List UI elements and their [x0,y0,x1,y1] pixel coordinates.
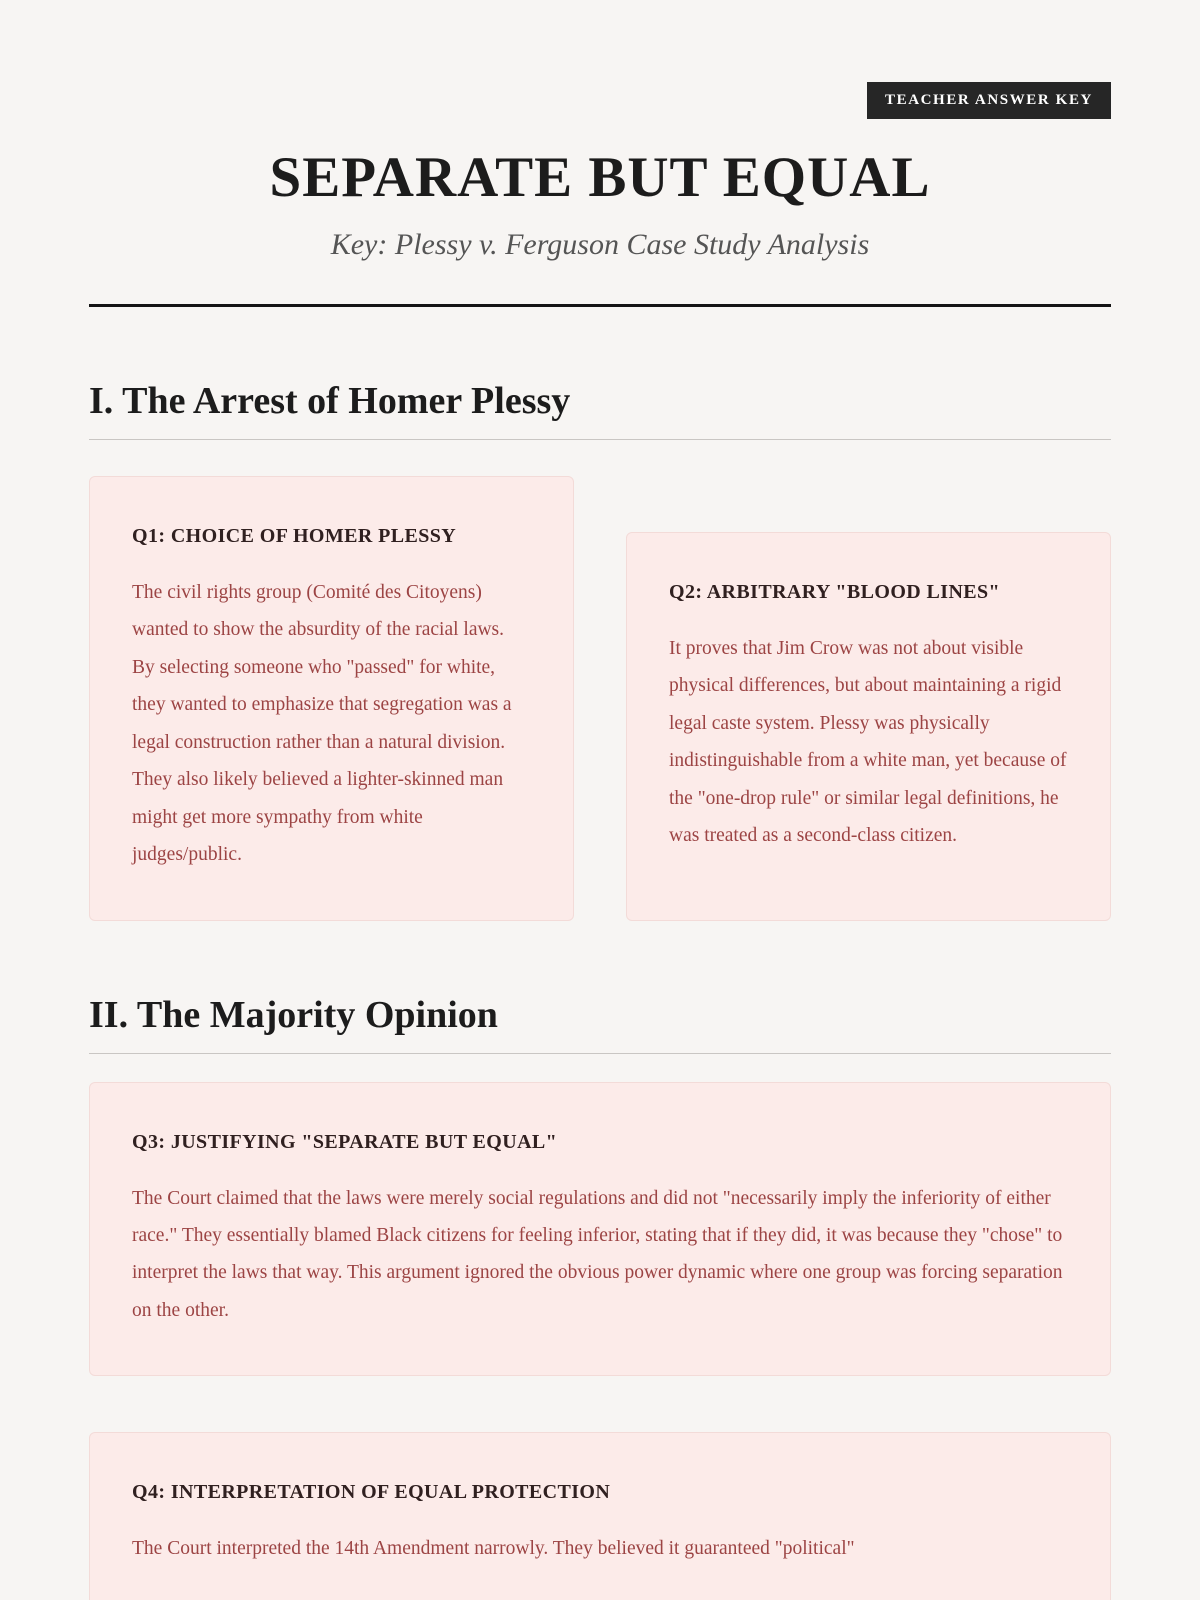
answer-card-q2-heading: Q2: ARBITRARY "BLOOD LINES" [669,581,1001,603]
answer-card-q3 [89,1082,1111,1377]
teacher-answer-key-badge: TEACHER ANSWER KEY [867,82,1111,119]
badge-row [89,82,1111,119]
answer-card-q1-body: The civil rights group (Comité des Citoyens) wanted to show the absurdity of the racial laws. By selecting someone who "passed" for white, they wanted to emphasize that segregation was a legal construction rather than a natural division. They also likely believed a lighter-skinned man might get more sympathy from white judges/public. [132,582,512,866]
answer-card-q2-body: It proves that Jim Crow was not about visible physical differences, but about maintaining a rigid legal caste system. Plessy was physically indistinguishable from a white man, yet because of the "one-drop rule" or similar legal definitions, he was treated as a second-class citizen. [669,638,1067,847]
document-page [89,0,1111,1600]
answer-cards-column [89,1082,1111,1600]
answer-card-q1 [89,476,574,921]
page-subtitle: Key: Plessy v. Ferguson Case Study Analysis [330,228,870,261]
answer-cards-row [89,476,1111,921]
answer-card-q4-body: The Court interpreted the 14th Amendment narrowly. They believed it guaranteed "political" [132,1538,855,1560]
section-arrest-of-homer-plessy [89,379,1111,921]
answer-card-q4-heading: Q4: INTERPRETATION OF EQUAL PROTECTION [132,1481,611,1504]
answer-card-q3-body: The Court claimed that the laws were merely social regulations and did not "necessarily imply the inferiority of either race." They essentially blamed Black citizens for feeling inferior, stating that if they did, it was because they "chose" to interpret the laws that way. This argument ignored the obvious power dynamic where one group was forcing separation on the other. [132,1187,1063,1321]
title-divider [89,304,1111,307]
page-title: SEPARATE BUT EQUAL [269,146,931,209]
answer-card-q4 [89,1432,1111,1600]
answer-card-q1-heading: Q1: CHOICE OF HOMER PLESSY [132,525,457,547]
section-title-majority-opinion: II. The Majority Opinion [89,993,1111,1054]
answer-card-q3-heading: Q3: JUSTIFYING "SEPARATE BUT EQUAL" [132,1130,558,1153]
section-title-arrest: I. The Arrest of Homer Plessy [89,379,1111,440]
section-majority-opinion [89,993,1111,1600]
answer-card-q2 [626,532,1111,921]
